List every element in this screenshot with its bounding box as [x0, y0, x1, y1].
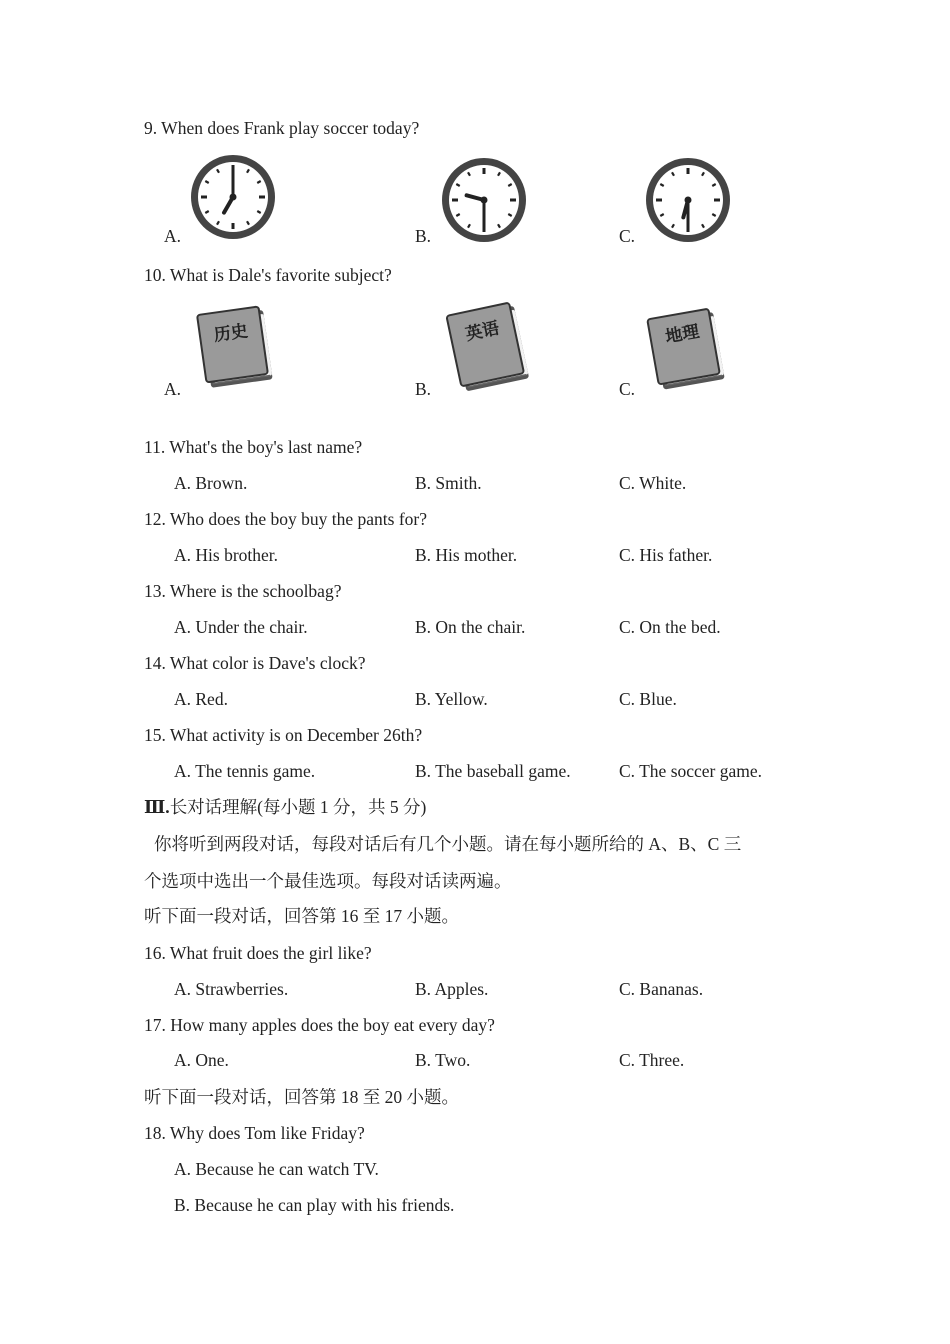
question-10: 10. What is Dale's favorite subject? — [144, 265, 392, 285]
option-a: A. One. — [174, 1050, 229, 1070]
option-label-a: A. — [164, 379, 182, 399]
clock-icon — [188, 152, 278, 242]
option-a: A. His brother. — [174, 545, 279, 565]
option-label-a: A. — [164, 226, 182, 246]
book-icon — [641, 303, 733, 395]
option-a: A. Red. — [174, 689, 228, 709]
option-c: C. Blue. — [619, 689, 677, 709]
question-14: 14. What color is Dave's clock? — [144, 653, 366, 673]
option-label-b: B. — [415, 379, 432, 399]
book-title: 地理 — [663, 321, 701, 348]
section-instruction-line-1: 你将听到两段对话，每段对话后有几个小题。请在每小题所给的 A、B、C 三 — [154, 834, 742, 854]
section-title: 长对话理解(每小题 1 分，共 5 分) — [169, 797, 427, 817]
option-b: B. On the chair. — [415, 617, 526, 637]
question-11: 11. What's the boy's last name? — [144, 437, 363, 457]
option-a: A. Strawberries. — [174, 979, 289, 999]
clock-icon — [643, 155, 733, 245]
question-9: 9. When does Frank play soccer today? — [144, 118, 420, 138]
clock-icon — [439, 155, 529, 245]
question-18: 18. Why does Tom like Friday? — [144, 1123, 365, 1143]
option-label-c: C. — [619, 226, 636, 246]
option-c: C. The soccer game. — [619, 761, 763, 781]
option-c: C. Three. — [619, 1050, 685, 1070]
book-title: 历史 — [212, 321, 250, 346]
option-label-b: B. — [415, 226, 432, 246]
dialog-instruction: 听下面一段对话，回答第 16 至 17 小题。 — [144, 906, 459, 926]
section-instruction-line-2: 个选项中选出一个最佳选项。每段对话读两遍。 — [144, 871, 512, 891]
question-16: 16. What fruit does the girl like? — [144, 943, 372, 963]
option-a: A. Because he can watch TV. — [174, 1159, 379, 1179]
option-label-c: C. — [619, 379, 636, 399]
question-12: 12. Who does the boy buy the pants for? — [144, 509, 428, 529]
book-icon — [188, 300, 284, 396]
option-c: C. His father. — [619, 545, 713, 565]
option-c: C. Bananas. — [619, 979, 704, 999]
option-b: B. Because he can play with his friends. — [174, 1195, 455, 1215]
option-a: A. Brown. — [174, 473, 248, 493]
option-b: B. His mother. — [415, 545, 518, 565]
option-b: B. Yellow. — [415, 689, 488, 709]
question-17: 17. How many apples does the boy eat every day? — [144, 1015, 495, 1035]
section-numeral: Ⅲ. — [144, 797, 170, 817]
option-a: A. The tennis game. — [174, 761, 316, 781]
option-b: B. The baseball game. — [415, 761, 571, 781]
option-a: A. Under the chair. — [174, 617, 308, 637]
book-title: 英语 — [463, 318, 502, 346]
book-icon — [438, 298, 538, 398]
option-b: B. Apples. — [415, 979, 489, 999]
option-b: B. Two. — [415, 1050, 471, 1070]
option-c: C. On the bed. — [619, 617, 721, 637]
option-b: B. Smith. — [415, 473, 482, 493]
dialog-instruction: 听下面一段对话，回答第 18 至 20 小题。 — [144, 1087, 459, 1107]
question-15: 15. What activity is on December 26th? — [144, 725, 423, 745]
option-c: C. White. — [619, 473, 687, 493]
section-heading — [144, 796, 426, 818]
question-13: 13. Where is the schoolbag? — [144, 581, 342, 601]
